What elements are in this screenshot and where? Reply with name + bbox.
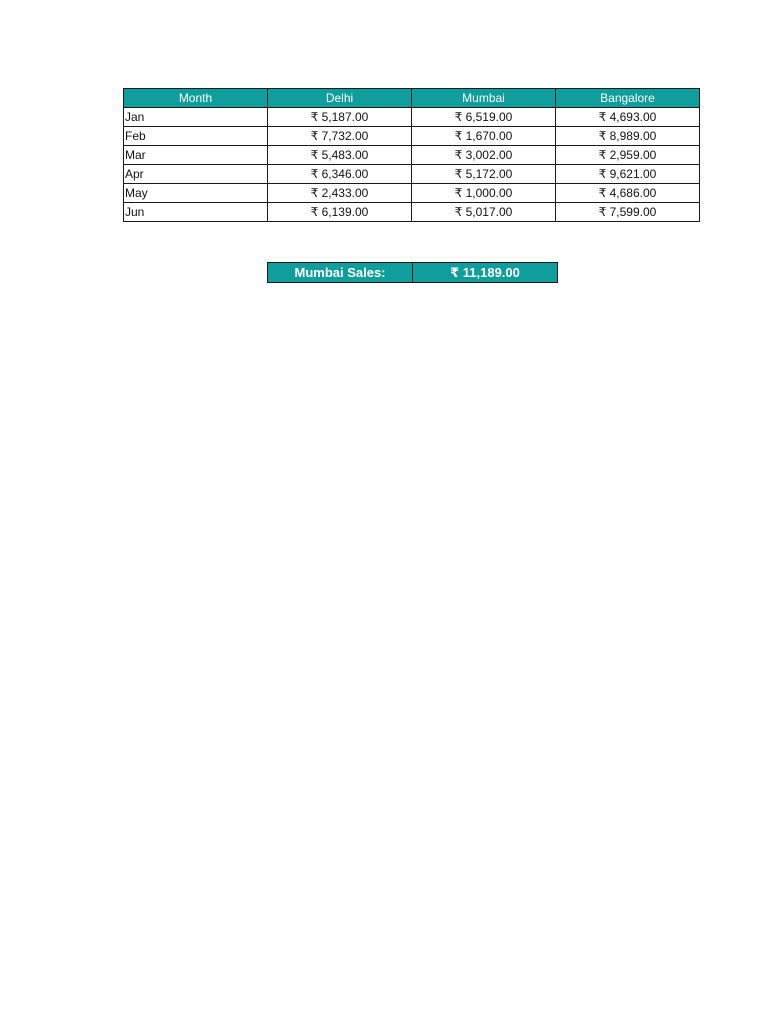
cell-month[interactable]: Apr	[124, 165, 268, 184]
summary-value[interactable]: ₹ 11,189.00	[413, 263, 558, 283]
cell-month[interactable]: May	[124, 184, 268, 203]
cell-bangalore[interactable]: ₹ 9,621.00	[556, 165, 700, 184]
table-row	[124, 203, 700, 222]
cell-delhi[interactable]: ₹ 7,732.00	[268, 127, 412, 146]
cell-bangalore[interactable]: ₹ 2,959.00	[556, 146, 700, 165]
table-row	[124, 184, 700, 203]
summary-row	[268, 263, 558, 283]
header-delhi[interactable]: Delhi	[268, 89, 412, 108]
header-row	[124, 89, 700, 108]
table-row	[124, 165, 700, 184]
cell-bangalore[interactable]: ₹ 4,686.00	[556, 184, 700, 203]
cell-bangalore[interactable]: ₹ 4,693.00	[556, 108, 700, 127]
cell-delhi[interactable]: ₹ 5,483.00	[268, 146, 412, 165]
cell-delhi[interactable]: ₹ 2,433.00	[268, 184, 412, 203]
cell-mumbai[interactable]: ₹ 5,017.00	[412, 203, 556, 222]
cell-mumbai[interactable]: ₹ 3,002.00	[412, 146, 556, 165]
summary-table	[267, 262, 558, 283]
table-row	[124, 127, 700, 146]
cell-delhi[interactable]: ₹ 6,346.00	[268, 165, 412, 184]
header-bangalore[interactable]: Bangalore	[556, 89, 700, 108]
cell-month[interactable]: Jun	[124, 203, 268, 222]
cell-delhi[interactable]: ₹ 6,139.00	[268, 203, 412, 222]
cell-mumbai[interactable]: ₹ 5,172.00	[412, 165, 556, 184]
header-month[interactable]: Month	[124, 89, 268, 108]
cell-month[interactable]: Mar	[124, 146, 268, 165]
cell-bangalore[interactable]: ₹ 7,599.00	[556, 203, 700, 222]
cell-mumbai[interactable]: ₹ 1,670.00	[412, 127, 556, 146]
cell-mumbai[interactable]: ₹ 6,519.00	[412, 108, 556, 127]
table-row	[124, 146, 700, 165]
summary-label[interactable]: Mumbai Sales:	[268, 263, 413, 283]
cell-mumbai[interactable]: ₹ 1,000.00	[412, 184, 556, 203]
cell-delhi[interactable]: ₹ 5,187.00	[268, 108, 412, 127]
cell-bangalore[interactable]: ₹ 8,989.00	[556, 127, 700, 146]
sales-table	[123, 88, 700, 222]
table-row	[124, 108, 700, 127]
header-mumbai[interactable]: Mumbai	[412, 89, 556, 108]
cell-month[interactable]: Jan	[124, 108, 268, 127]
cell-month[interactable]: Feb	[124, 127, 268, 146]
